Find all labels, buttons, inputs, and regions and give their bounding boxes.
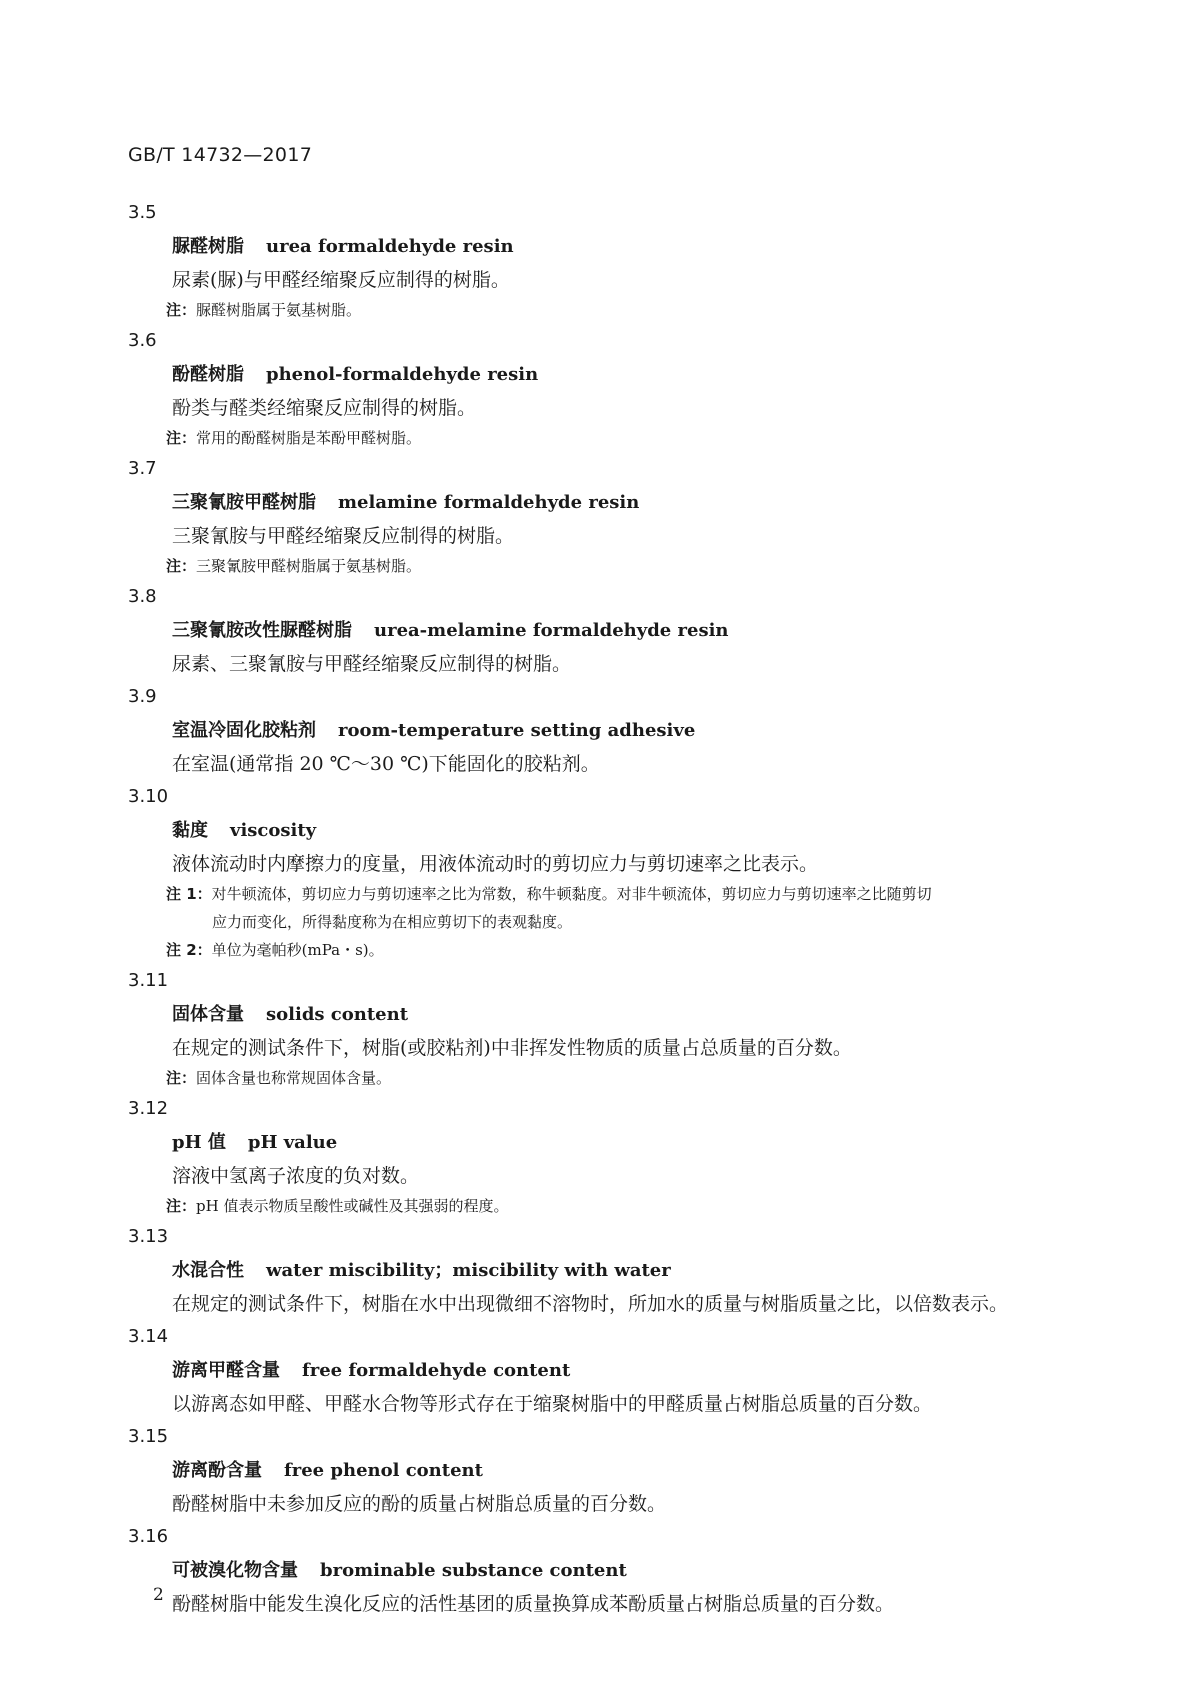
term-english: pH value	[247, 1132, 338, 1153]
term-heading	[172, 814, 1088, 848]
term-entry	[128, 680, 1088, 780]
note-text: 脲醛树脂属于氨基树脂。	[196, 301, 362, 319]
note-label: 注：	[166, 301, 197, 319]
term-english: urea formaldehyde resin	[266, 236, 514, 257]
term-number: 3.10	[128, 786, 169, 807]
term-chinese: pH 值	[172, 1132, 226, 1153]
term-note	[166, 880, 1088, 936]
term-note	[166, 296, 1088, 324]
term-note	[166, 936, 1088, 964]
term-entry	[128, 1092, 1088, 1220]
term-chinese: 水混合性	[172, 1260, 244, 1281]
note-label: 注 2：	[166, 941, 212, 959]
term-definition: 尿素、三聚氰胺与甲醛经缩聚反应制得的树脂。	[172, 653, 572, 675]
note-label: 注 1：	[166, 885, 212, 903]
term-entry	[128, 780, 1088, 964]
term-number: 3.14	[128, 1326, 169, 1347]
term-english: melamine formaldehyde resin	[338, 492, 640, 513]
term-note	[166, 552, 1088, 580]
term-number: 3.16	[128, 1526, 169, 1547]
term-note	[166, 1064, 1088, 1092]
term-definition: 在规定的测试条件下，树脂在水中出现微细不溶物时，所加水的质量与树脂质量之比，以倍数表示。	[172, 1293, 1009, 1315]
term-entry	[128, 196, 1088, 324]
note-label: 注：	[166, 557, 197, 575]
note-text: 对牛顿流体，剪切应力与剪切速率之比为常数，称牛顿黏度。对非牛顿流体，剪切应力与剪切速率之比随剪切	[211, 885, 932, 903]
term-entry	[128, 452, 1088, 580]
term-entry	[128, 1220, 1088, 1320]
term-chinese: 三聚氰胺改性脲醛树脂	[172, 620, 352, 641]
term-entry	[128, 324, 1088, 452]
term-number: 3.8	[128, 586, 157, 607]
term-definition: 酚醛树脂中能发生溴化反应的活性基团的质量换算成苯酚质量占树脂总质量的百分数。	[172, 1593, 895, 1615]
term-number: 3.5	[128, 202, 157, 223]
term-definition: 液体流动时内摩擦力的度量，用液体流动时的剪切应力与剪切速率之比表示。	[172, 853, 819, 875]
note-text: 常用的酚醛树脂是苯酚甲醛树脂。	[196, 429, 422, 447]
term-number: 3.9	[128, 686, 157, 707]
term-entry	[128, 1520, 1088, 1620]
note-text: 单位为毫帕秒(mPa・s)。	[211, 941, 384, 959]
term-entry	[128, 964, 1088, 1092]
term-heading	[172, 714, 1088, 748]
terms-list	[128, 196, 1088, 1620]
term-chinese: 黏度	[172, 820, 208, 841]
term-english: free formaldehyde content	[302, 1360, 571, 1381]
term-note	[166, 1192, 1088, 1220]
term-heading	[172, 614, 1088, 648]
term-heading	[172, 486, 1088, 520]
term-definition: 在规定的测试条件下，树脂(或胶粘剂)中非挥发性物质的质量占总质量的百分数。	[172, 1037, 852, 1059]
term-chinese: 室温冷固化胶粘剂	[172, 720, 316, 741]
note-text: 三聚氰胺甲醛树脂属于氨基树脂。	[196, 557, 422, 575]
term-english: free phenol content	[284, 1460, 483, 1481]
term-heading	[172, 1454, 1088, 1488]
term-number: 3.13	[128, 1226, 169, 1247]
note-label: 注：	[166, 429, 197, 447]
note-label: 注：	[166, 1197, 197, 1215]
document-id: GB/T 14732—2017	[128, 144, 313, 166]
note-text: 固体含量也称常规固体含量。	[196, 1069, 392, 1087]
term-definition: 溶液中氢离子浓度的负对数。	[172, 1165, 420, 1187]
term-heading	[172, 1126, 1088, 1160]
term-chinese: 三聚氰胺甲醛树脂	[172, 492, 316, 513]
term-definition: 三聚氰胺与甲醛经缩聚反应制得的树脂。	[172, 525, 515, 547]
note-continuation: 应力而变化，所得黏度称为在相应剪切下的表观黏度。	[212, 913, 573, 931]
term-english: water miscibility；miscibility with water	[266, 1260, 671, 1281]
term-chinese: 游离甲醛含量	[172, 1360, 280, 1381]
term-chinese: 游离酚含量	[172, 1460, 262, 1481]
term-chinese: 酚醛树脂	[172, 364, 244, 385]
term-entry	[128, 580, 1088, 680]
term-number: 3.12	[128, 1098, 169, 1119]
term-definition: 尿素(脲)与甲醛经缩聚反应制得的树脂。	[172, 269, 510, 291]
term-english: brominable substance content	[320, 1560, 627, 1581]
term-number: 3.7	[128, 458, 157, 479]
term-heading	[172, 1554, 1088, 1588]
term-definition: 酚醛树脂中未参加反应的酚的质量占树脂总质量的百分数。	[172, 1493, 667, 1515]
page-number: 2	[153, 1585, 164, 1605]
term-definition: 酚类与醛类经缩聚反应制得的树脂。	[172, 397, 477, 419]
term-english: room-temperature setting adhesive	[338, 720, 696, 741]
term-english: urea-melamine formaldehyde resin	[374, 620, 729, 641]
term-heading	[172, 230, 1088, 264]
term-chinese: 固体含量	[172, 1004, 244, 1025]
term-entry	[128, 1420, 1088, 1520]
note-label: 注：	[166, 1069, 197, 1087]
note-text: pH 值表示物质呈酸性或碱性及其强弱的程度。	[196, 1197, 509, 1215]
term-heading	[172, 1354, 1088, 1388]
term-english: phenol-formaldehyde resin	[266, 364, 539, 385]
term-note	[166, 424, 1088, 452]
term-english: solids content	[266, 1004, 409, 1025]
term-english: viscosity	[230, 820, 317, 841]
term-number: 3.15	[128, 1426, 169, 1447]
term-definition: 在室温(通常指 20 ℃～30 ℃)下能固化的胶粘剂。	[172, 753, 600, 775]
term-chinese: 脲醛树脂	[172, 236, 244, 257]
term-number: 3.6	[128, 330, 157, 351]
term-chinese: 可被溴化物含量	[172, 1560, 298, 1581]
term-heading	[172, 998, 1088, 1032]
term-heading	[172, 358, 1088, 392]
term-number: 3.11	[128, 970, 169, 991]
term-heading	[172, 1254, 1088, 1288]
term-definition: 以游离态如甲醛、甲醛水合物等形式存在于缩聚树脂中的甲醛质量占树脂总质量的百分数。	[172, 1393, 933, 1415]
term-entry	[128, 1320, 1088, 1420]
